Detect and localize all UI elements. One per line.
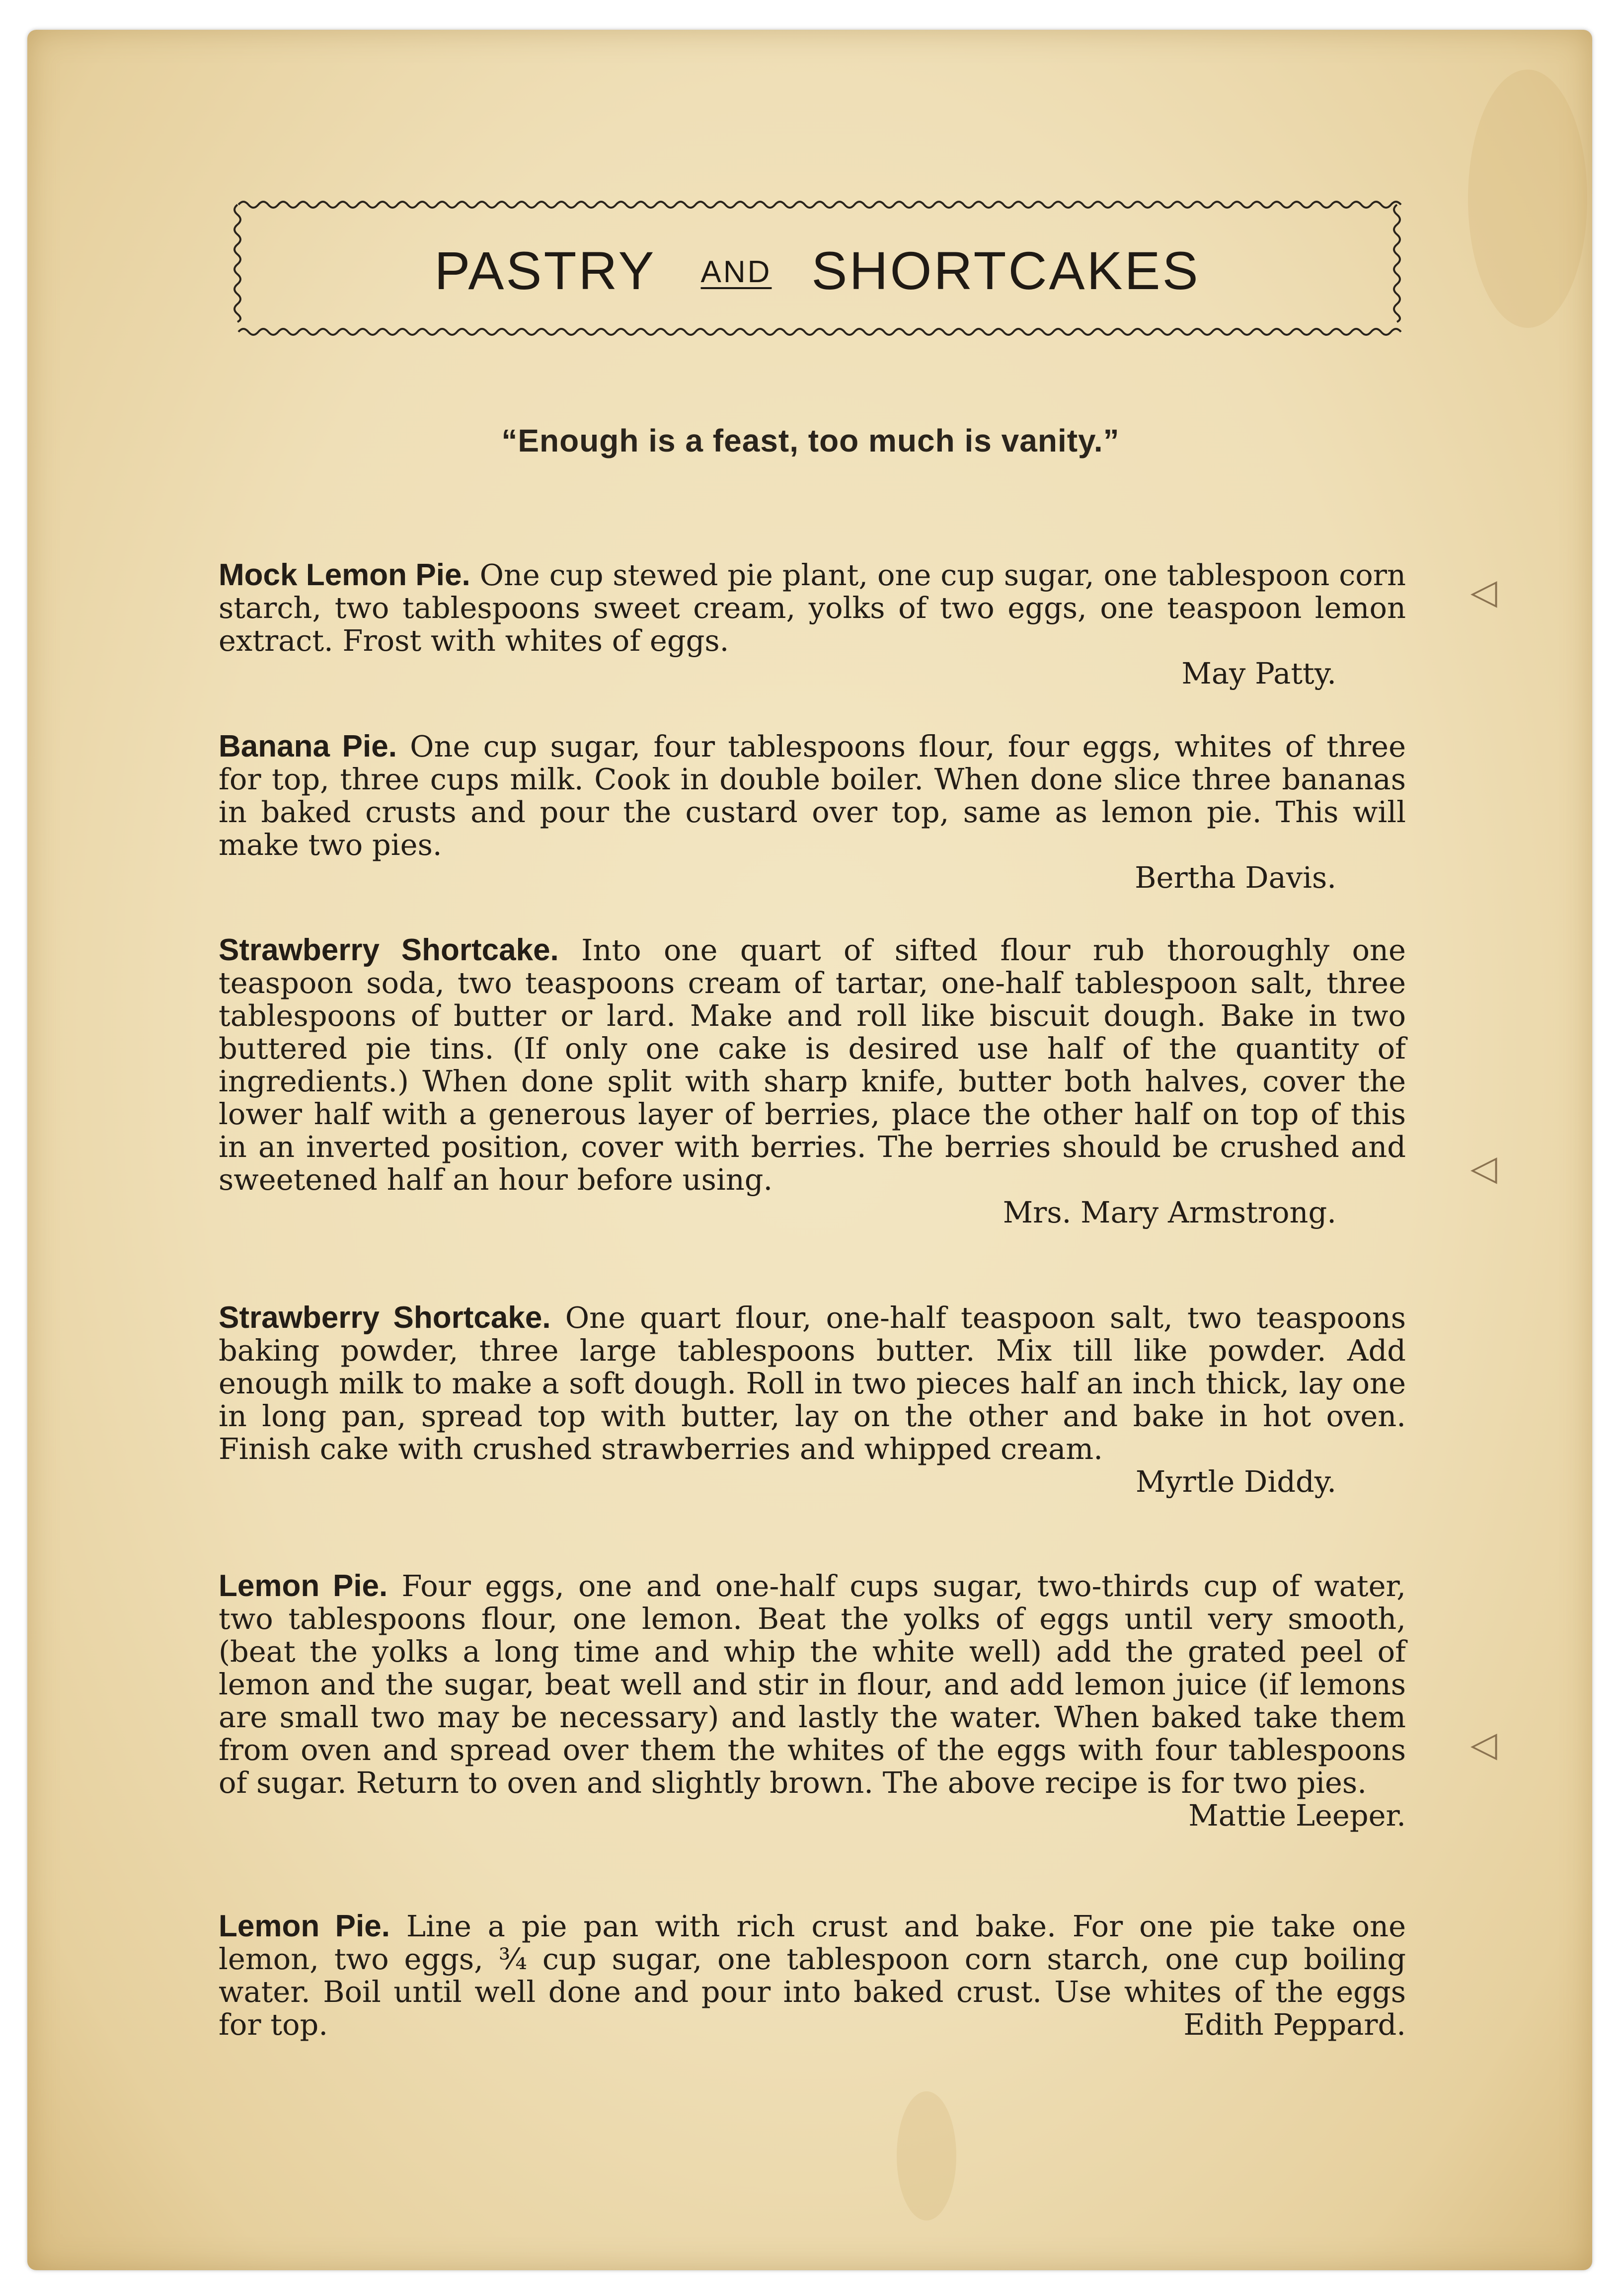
edge-notch-icon: ◁ bbox=[1470, 571, 1497, 612]
recipe-name: Banana Pie. bbox=[219, 729, 397, 764]
recipe-text: One quart flour, one-half teaspoon salt, two teaspoons baking powder, three large tablespoons butter. Mix till like powder. Add enough milk to make a soft dough. Roll in two pieces half an inch thick, lay one in long pan, spread top with butter, lay on the other and bake in hot oven. Finish cake with crushed strawberries and whipped cream. bbox=[219, 1301, 1406, 1466]
recipe-author: Myrtle Diddy. bbox=[1135, 1464, 1336, 1499]
recipe-name: Lemon Pie. bbox=[219, 1569, 388, 1603]
recipe-text: Line a pie pan with rich crust and bake. For one pie take one lemon, two eggs, ¾ cup sugar, one tablespoon corn starch, one cup boiling water. Boil until well done and pour into baked crust. Use whites of the eggs for top. bbox=[219, 1909, 1406, 2042]
recipe-author: Bertha Davis. bbox=[1135, 860, 1336, 895]
recipe-author: Mattie Leeper. bbox=[1188, 1798, 1406, 1833]
paper-stain bbox=[1468, 70, 1587, 328]
title-border-box bbox=[229, 194, 1406, 343]
edge-notch-icon: ◁ bbox=[1470, 1724, 1497, 1764]
title-and: AND bbox=[700, 255, 772, 289]
recipe-author: May Patty. bbox=[1181, 656, 1336, 690]
recipe-banana-pie bbox=[219, 730, 1406, 894]
recipe-lemon-pie-2 bbox=[219, 1910, 1406, 2041]
recipe-lemon-pie-1 bbox=[219, 1570, 1406, 1832]
recipe-text: Four eggs, one and one-half cups sugar, two-thirds cup of water, two tablespoons flour, one lemon. Beat the yolks of eggs until very smooth, (beat the yolks a long time and whip the white well) add the grated peel of lemon and the sugar, beat well and stir in flour, and add lemon juice (if lemons are small two may be necessary) and lastly the water. When baked take them from oven and spread over them the whites of the eggs with four tablespoons of sugar. Return to oven and slightly brown. The above recipe is for two pies. bbox=[219, 1569, 1406, 1800]
page-title bbox=[229, 239, 1406, 302]
recipe-name: Lemon Pie. bbox=[219, 1909, 390, 1943]
title-right: SHORTCAKES bbox=[811, 240, 1200, 301]
recipe-name: Strawberry Shortcake. bbox=[219, 1301, 551, 1335]
paper-stain bbox=[897, 2091, 956, 2220]
edge-notch-icon: ◁ bbox=[1470, 1148, 1497, 1188]
recipe-text: One cup stewed pie plant, one cup sugar, one tablespoon corn starch, two tablespoons sweet cream, yolks of two eggs, one teaspoon lemon extract. Frost with whites of eggs. bbox=[219, 558, 1406, 658]
recipe-author: Edith Peppard. bbox=[1183, 2007, 1406, 2042]
motto-quote: “Enough is a feast, too much is vanity.” bbox=[501, 423, 1120, 459]
recipe-name: Strawberry Shortcake. bbox=[219, 933, 559, 967]
recipe-author: Mrs. Mary Armstrong. bbox=[1003, 1195, 1336, 1229]
recipe-text: Into one quart of sifted flour rub thoroughly one teaspoon soda, two teaspoons cream of tartar, one-half tablespoon salt, three tablespoons of butter or lard. Make and roll like biscuit dough. Bake in two buttered pie tins. (If only one cake is desired use half of the quantity of ingredients.) When done split with sharp knife, butter both halves, cover the lower half with a generous layer of berries, place the other half on top of this in an inverted position, cover with berries. The berries should be crushed and sweetened half an hour before using. bbox=[219, 933, 1406, 1197]
recipe-name: Mock Lemon Pie. bbox=[219, 558, 470, 592]
recipe-strawberry-shortcake-2 bbox=[219, 1301, 1406, 1498]
recipe-strawberry-shortcake-1 bbox=[219, 934, 1406, 1229]
recipe-mock-lemon-pie bbox=[219, 559, 1406, 690]
recipe-text: One cup sugar, four tablespoons flour, four eggs, whites of three for top, three cups milk. Cook in double boiler. When done slice three bananas in baked crusts and pour the custard over top, same as lemon pie. This will make two pies. bbox=[219, 729, 1406, 862]
title-left: PASTRY bbox=[434, 240, 656, 301]
